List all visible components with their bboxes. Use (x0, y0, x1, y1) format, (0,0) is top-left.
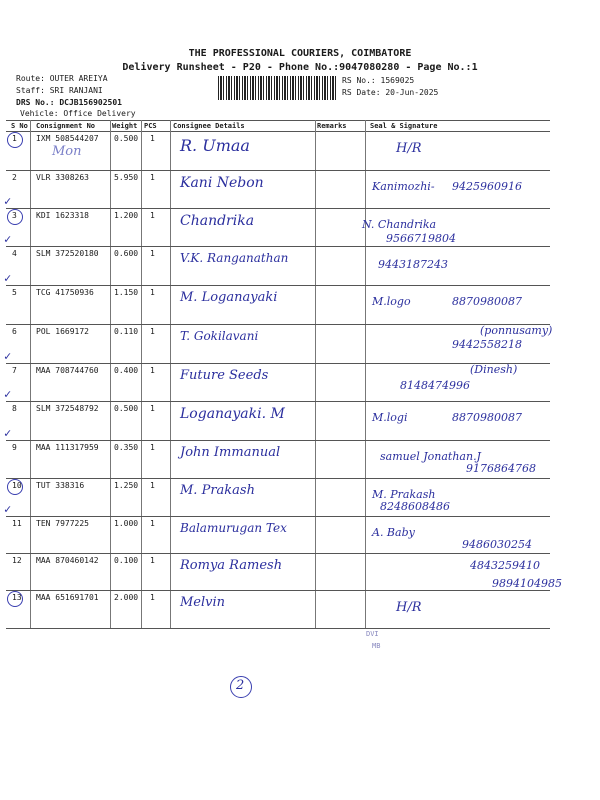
row-consignee-handwritten: Melvin (180, 595, 226, 610)
row-pcs: 1 (150, 366, 155, 375)
column-divider (110, 120, 111, 628)
row-consignment-no: TEN 7977225 (36, 519, 89, 528)
row-consignment-no: SLM 372520180 (36, 249, 99, 258)
row-consignee-handwritten: M. Loganayaki (180, 290, 278, 305)
row-divider (6, 628, 550, 629)
row-weight: 5.950 (114, 173, 139, 182)
check-mark-icon: ✓ (4, 271, 12, 285)
row-signature: A. Baby (372, 526, 415, 539)
row-weight: 1.200 (114, 211, 139, 220)
barcode (218, 76, 336, 100)
row-signature-phone: 9566719804 (386, 232, 456, 245)
column-divider (170, 120, 171, 628)
check-mark-icon: ✓ (4, 349, 12, 363)
row-consignee-handwritten: Loganayaki. M (180, 406, 285, 422)
row-divider (6, 246, 550, 247)
row-signature-phone: 9894104985 (492, 577, 562, 590)
row-weight: 1.150 (114, 288, 139, 297)
row1-note: Mon (52, 144, 82, 159)
row-signature: Kanimozhi- (372, 180, 435, 193)
row-weight: 0.400 (114, 366, 139, 375)
row-consignee-handwritten: V.K. Ranganathan (180, 251, 289, 265)
row-consignee-handwritten: M. Prakash (180, 483, 255, 498)
col-remarks: Remarks (317, 122, 347, 130)
row-sno: 13 (12, 593, 22, 602)
row-weight: 0.350 (114, 443, 139, 452)
column-divider (30, 120, 31, 628)
row-sno: 5 (12, 288, 17, 297)
row-weight: 0.100 (114, 556, 139, 565)
row-consignment-no: SLM 372548792 (36, 404, 99, 413)
row-pcs: 1 (150, 593, 155, 602)
row-consignee-handwritten: T. Gokilavani (180, 329, 259, 343)
row-signature-phone: 9442558218 (452, 338, 522, 351)
row-pcs: 1 (150, 443, 155, 452)
row-consignment-no: IXM 508544207 (36, 134, 99, 143)
runsheet-subtitle: Delivery Runsheet - P20 - Phone No.:9047080280 - Page No.:1 (122, 62, 478, 73)
row-pcs: 1 (150, 249, 155, 258)
company-title: THE PROFESSIONAL COURIERS, COIMBATORE (188, 48, 412, 59)
serial-circle-mark (7, 132, 23, 148)
rs-date: RS Date: 20-Jun-2025 (342, 88, 439, 97)
row-signature-phone: 9486030254 (462, 538, 532, 551)
check-mark-icon: ✓ (4, 194, 12, 208)
row-signature: N. Chandrika (362, 218, 437, 231)
row-signature-phone: 9425960916 (452, 180, 522, 193)
row-sno: 12 (12, 556, 22, 565)
row-divider (6, 401, 550, 402)
drs-label: DRS No.: DCJB156902501 (16, 98, 122, 107)
row-consignment-no: KDI 1623318 (36, 211, 89, 220)
row-divider (6, 285, 550, 286)
row-divider (6, 208, 550, 209)
row-sno: 2 (12, 173, 17, 182)
row-divider (6, 324, 550, 325)
row-consignment-no: POL 1669172 (36, 327, 89, 336)
staff-label: Staff: SRI RANJANI (16, 86, 103, 95)
row-signature: 4843259410 (470, 559, 540, 572)
row-weight: 0.500 (114, 134, 139, 143)
row-consignee-handwritten: Chandrika (180, 213, 255, 229)
row-signature: M.logi (372, 411, 408, 424)
check-mark-icon: ✓ (4, 426, 12, 440)
row-divider (6, 478, 550, 479)
row-signature: M.logo (372, 295, 411, 308)
row-signature-phone: 8870980087 (452, 411, 522, 424)
row-pcs: 1 (150, 134, 155, 143)
footer-stamp-1: DVI (366, 630, 379, 638)
row-divider (6, 440, 550, 441)
serial-circle-mark (7, 479, 23, 495)
column-divider (141, 120, 142, 628)
row-signature: M. Prakash (372, 488, 436, 501)
row-sno: 3 (12, 211, 17, 220)
row-divider (6, 363, 550, 364)
route-label: Route: OUTER AREIYA (16, 74, 108, 83)
row-pcs: 1 (150, 481, 155, 490)
vehicle-label: Vehicle: Office Delivery (20, 109, 136, 118)
row-weight: 0.600 (114, 249, 139, 258)
row-weight: 2.000 (114, 593, 139, 602)
row-consignment-no: MAA 870460142 (36, 556, 99, 565)
row-signature: samuel Jonathan.J (380, 450, 481, 463)
row-signature: (Dinesh) (470, 363, 518, 376)
row-divider (6, 590, 550, 591)
check-mark-icon: ✓ (4, 232, 12, 246)
col-consignment: Consignment No (36, 122, 96, 130)
row-sno: 11 (12, 519, 22, 528)
row-pcs: 1 (150, 556, 155, 565)
row-pcs: 1 (150, 173, 155, 182)
row-signature: H/R (396, 141, 422, 156)
row-sno: 4 (12, 249, 17, 258)
row-consignment-no: MAA 651691701 (36, 593, 99, 602)
col-consignee: Consignee Details (173, 122, 245, 130)
row-weight: 1.000 (114, 519, 139, 528)
row-consignee-handwritten: Romya Ramesh (180, 558, 283, 573)
check-mark-icon: ✓ (4, 502, 12, 516)
row-weight: 1.250 (114, 481, 139, 490)
row-pcs: 1 (150, 519, 155, 528)
row-divider (6, 170, 550, 171)
check-mark-icon: ✓ (4, 387, 12, 401)
row-signature-phone: 9176864768 (466, 462, 536, 475)
row-divider (6, 553, 550, 554)
row-signature: H/R (396, 600, 422, 615)
row-signature: (ponnusamy) (480, 324, 553, 337)
footer-stamp-2: MB (372, 642, 381, 650)
row-pcs: 1 (150, 288, 155, 297)
row-weight: 0.110 (114, 327, 139, 336)
row-pcs: 1 (150, 211, 155, 220)
col-sno: S No (11, 122, 28, 130)
row-signature: 9443187243 (378, 258, 448, 271)
row-consignment-no: MAA 708744760 (36, 366, 99, 375)
column-divider (315, 120, 316, 628)
row-consignment-no: TUT 338316 (36, 481, 85, 490)
row-sno: 8 (12, 404, 17, 413)
row-sno: 10 (12, 481, 22, 490)
row-weight: 0.500 (114, 404, 139, 413)
row-sno: 7 (12, 366, 17, 375)
row-sno: 1 (12, 134, 17, 143)
row-consignee-handwritten: Kani Nebon (180, 175, 264, 191)
row-sno: 9 (12, 443, 17, 452)
row-consignment-no: TCG 41750936 (36, 288, 94, 297)
row-signature-phone: 8148474996 (400, 379, 470, 392)
row-pcs: 1 (150, 327, 155, 336)
row-pcs: 1 (150, 404, 155, 413)
row-divider (6, 516, 550, 517)
column-divider (365, 120, 366, 628)
row-consignee-handwritten: John Immanual (180, 445, 281, 460)
col-signature: Seal & Signature (370, 122, 438, 130)
row-consignee-handwritten: R. Umaa (180, 136, 250, 155)
serial-circle-mark (7, 209, 23, 225)
row-consignee-handwritten: Future Seeds (180, 368, 269, 383)
row-signature-phone: 8870980087 (452, 295, 522, 308)
page-mark: 2 (236, 678, 245, 693)
row-consignment-no: VLR 3308263 (36, 173, 89, 182)
serial-circle-mark (7, 591, 23, 607)
row-sno: 6 (12, 327, 17, 336)
row-consignment-no: MAA 111317959 (36, 443, 99, 452)
rs-number: RS No.: 1569025 (342, 76, 415, 85)
col-pcs: PCS (144, 122, 157, 130)
row-consignee-handwritten: Balamurugan Tex (180, 521, 287, 535)
col-weight: Weight (112, 122, 138, 130)
row-signature-phone: 8248608486 (380, 500, 450, 513)
